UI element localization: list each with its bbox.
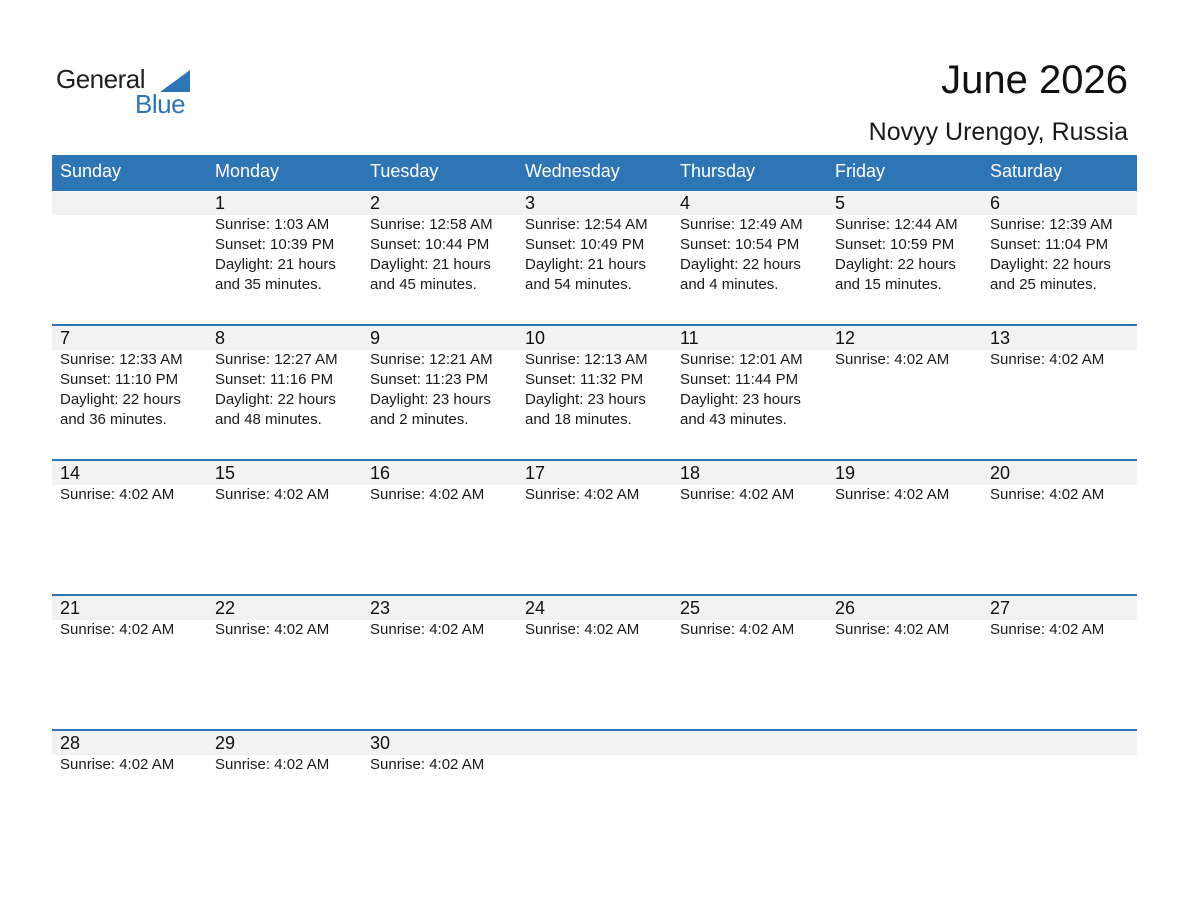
day-number: 30 [370, 733, 391, 753]
sun-info-line: Sunrise: 4:02 AM [525, 621, 640, 638]
day-sun-info [990, 215, 1137, 295]
sun-info-line: and 36 minutes. [60, 411, 167, 428]
day-number: 18 [680, 463, 701, 483]
day-sun-info [990, 485, 1137, 505]
day-cell [52, 596, 207, 640]
day-cell [207, 731, 362, 775]
sun-info-line: Daylight: 23 hours [370, 391, 491, 408]
sun-info-line: Sunrise: 4:02 AM [370, 756, 485, 773]
day-cell [207, 191, 362, 295]
day-sun-info [60, 620, 207, 640]
sun-info-line: Daylight: 22 hours [990, 256, 1111, 273]
sun-info-line: Daylight: 23 hours [525, 391, 646, 408]
day-sun-info [680, 620, 827, 640]
day-number: 23 [370, 598, 391, 618]
day-sun-info [215, 755, 362, 775]
sun-info-line: Sunset: 11:44 PM [680, 371, 799, 388]
day-number: 3 [525, 193, 536, 213]
day-sun-info [215, 350, 362, 430]
day-number: 4 [680, 193, 691, 213]
day-number: 19 [835, 463, 856, 483]
day-cell [362, 731, 517, 775]
day-cell [517, 461, 672, 505]
sun-info-line: Sunrise: 4:02 AM [60, 621, 175, 638]
day-number: 8 [215, 328, 226, 348]
sun-info-line: and 18 minutes. [525, 411, 632, 428]
day-number [990, 731, 1137, 755]
sun-info-line: Sunset: 11:16 PM [215, 371, 334, 388]
sun-info-line: Sunset: 10:54 PM [680, 236, 800, 253]
day-number: 6 [990, 193, 1001, 213]
day-cell [982, 596, 1137, 640]
weekday-header-monday: Monday [215, 161, 280, 181]
day-cell [362, 191, 517, 295]
day-number: 12 [835, 328, 856, 348]
sun-info-line: Sunset: 11:32 PM [525, 371, 644, 388]
day-cell [207, 596, 362, 640]
day-cell [827, 596, 982, 640]
day-number: 27 [990, 598, 1011, 618]
sun-info-line: Sunset: 10:49 PM [525, 236, 645, 253]
day-sun-info [525, 350, 672, 430]
day-cell [827, 461, 982, 505]
day-sun-info [680, 485, 827, 505]
weekday-header-row [52, 155, 1137, 189]
weekday-header-wednesday: Wednesday [525, 161, 620, 181]
sun-info-line: and 4 minutes. [680, 276, 779, 293]
sun-info-line: and 25 minutes. [990, 276, 1097, 293]
day-number: 1 [215, 193, 226, 213]
sun-info-line: Sunrise: 12:39 AM [990, 216, 1113, 233]
sun-info-line: Sunset: 11:23 PM [370, 371, 489, 388]
sun-info-line: Sunrise: 12:49 AM [680, 216, 803, 233]
day-cell [982, 731, 1137, 775]
sun-info-line: Daylight: 22 hours [60, 391, 181, 408]
week-cells [52, 461, 1137, 505]
logo-blue-text: Blue [135, 89, 186, 119]
day-number: 17 [525, 463, 546, 483]
day-cell [517, 326, 672, 430]
weekday-header-sunday: Sunday [60, 161, 122, 181]
day-sun-info [60, 350, 207, 430]
day-number [525, 731, 672, 755]
day-number: 25 [680, 598, 701, 618]
day-sun-info [215, 620, 362, 640]
sun-info-line: Sunset: 10:59 PM [835, 236, 955, 253]
sun-info-line: Sunrise: 4:02 AM [680, 621, 795, 638]
day-number: 29 [215, 733, 236, 753]
day-sun-info [370, 215, 517, 295]
day-number: 9 [370, 328, 381, 348]
sun-info-line: and 2 minutes. [370, 411, 469, 428]
sun-info-line: Sunrise: 12:54 AM [525, 216, 648, 233]
day-sun-info [835, 215, 982, 295]
sun-info-line: Sunrise: 4:02 AM [835, 351, 950, 368]
sun-info-line: Sunrise: 4:02 AM [990, 486, 1105, 503]
weekday-header-thursday: Thursday [680, 161, 756, 181]
sun-info-line: Sunrise: 4:02 AM [215, 486, 330, 503]
sun-info-line: Sunrise: 12:01 AM [680, 351, 803, 368]
week-row [52, 324, 1137, 459]
weekday-header-tuesday: Tuesday [370, 161, 439, 181]
day-cell [517, 191, 672, 295]
day-cell [672, 731, 827, 775]
week-cells [52, 191, 1137, 295]
sun-info-line: Sunrise: 12:44 AM [835, 216, 958, 233]
day-cell [982, 326, 1137, 430]
sun-info-line: Sunrise: 12:13 AM [525, 351, 648, 368]
day-sun-info [835, 350, 982, 370]
sun-info-line: Daylight: 21 hours [525, 256, 646, 273]
day-cell [827, 326, 982, 430]
calendar-grid [52, 155, 1137, 864]
sun-info-line: Daylight: 21 hours [215, 256, 336, 273]
day-sun-info [680, 215, 827, 295]
day-sun-info [60, 485, 207, 505]
sun-info-line: Daylight: 21 hours [370, 256, 491, 273]
weekday-header-saturday: Saturday [990, 161, 1063, 181]
day-number [835, 731, 982, 755]
sun-info-line: Sunset: 11:10 PM [60, 371, 179, 388]
calendar-weeks [52, 189, 1137, 864]
day-cell [207, 326, 362, 430]
day-cell [52, 191, 207, 295]
day-number: 11 [680, 328, 699, 348]
day-cell [362, 461, 517, 505]
day-number: 16 [370, 463, 391, 483]
generalblue-logo [56, 64, 196, 120]
day-cell [207, 461, 362, 505]
week-row [52, 729, 1137, 864]
week-row [52, 459, 1137, 594]
day-sun-info [370, 755, 517, 775]
day-cell [827, 731, 982, 775]
sun-info-line: Daylight: 22 hours [835, 256, 956, 273]
sun-info-line: Sunrise: 12:21 AM [370, 351, 493, 368]
sun-info-line: Daylight: 23 hours [680, 391, 801, 408]
day-number: 2 [370, 193, 381, 213]
sun-info-line: Sunrise: 4:02 AM [370, 621, 485, 638]
day-sun-info [525, 620, 672, 640]
sun-info-line: and 35 minutes. [215, 276, 322, 293]
day-cell [52, 326, 207, 430]
sun-info-line: Sunrise: 4:02 AM [990, 351, 1105, 368]
sun-info-line: Sunrise: 4:02 AM [835, 621, 950, 638]
sun-info-line: and 45 minutes. [370, 276, 477, 293]
sun-info-line: Sunrise: 4:02 AM [60, 486, 175, 503]
sun-info-line: Sunset: 10:44 PM [370, 236, 490, 253]
day-cell [672, 326, 827, 430]
day-cell [672, 461, 827, 505]
day-sun-info [215, 485, 362, 505]
day-sun-info [370, 485, 517, 505]
sun-info-line: Sunrise: 4:02 AM [835, 486, 950, 503]
sun-info-line: Sunrise: 4:02 AM [215, 621, 330, 638]
day-sun-info [835, 620, 982, 640]
sun-info-line: Sunrise: 12:33 AM [60, 351, 183, 368]
day-number: 10 [525, 328, 546, 348]
day-cell [52, 731, 207, 775]
sun-info-line: Sunrise: 4:02 AM [215, 756, 330, 773]
day-sun-info [525, 215, 672, 295]
day-number: 22 [215, 598, 236, 618]
day-cell [982, 191, 1137, 295]
day-cell [362, 596, 517, 640]
week-cells [52, 596, 1137, 640]
sun-info-line: Sunrise: 4:02 AM [525, 486, 640, 503]
day-number: 20 [990, 463, 1011, 483]
location-subtitle: Novyy Urengoy, Russia [868, 118, 1128, 146]
day-number: 5 [835, 193, 846, 213]
weekday-header-friday: Friday [835, 161, 886, 181]
day-sun-info [680, 350, 827, 430]
day-cell [672, 596, 827, 640]
day-number: 14 [60, 463, 81, 483]
day-sun-info [990, 350, 1137, 370]
sun-info-line: and 43 minutes. [680, 411, 787, 428]
day-number: 26 [835, 598, 856, 618]
day-number: 24 [525, 598, 546, 618]
day-sun-info [215, 215, 362, 295]
week-row [52, 189, 1137, 324]
day-number: 7 [60, 328, 71, 348]
sun-info-line: Sunrise: 1:03 AM [215, 216, 330, 233]
sun-info-line: and 48 minutes. [215, 411, 322, 428]
sun-info-line: Sunrise: 12:58 AM [370, 216, 493, 233]
day-cell [362, 326, 517, 430]
day-sun-info [370, 350, 517, 430]
day-number: 21 [60, 598, 81, 618]
day-cell [517, 596, 672, 640]
sun-info-line: Sunrise: 4:02 AM [370, 486, 485, 503]
page-title: June 2026 [941, 58, 1128, 102]
sun-info-line: and 54 minutes. [525, 276, 632, 293]
sun-info-line: Sunrise: 12:27 AM [215, 351, 338, 368]
sun-info-line: Sunrise: 4:02 AM [990, 621, 1105, 638]
day-number: 15 [215, 463, 236, 483]
sun-info-line: Daylight: 22 hours [680, 256, 801, 273]
sun-info-line: Sunrise: 4:02 AM [60, 756, 175, 773]
day-number [680, 731, 827, 755]
day-sun-info [990, 620, 1137, 640]
day-sun-info [835, 485, 982, 505]
day-number: 13 [990, 328, 1011, 348]
week-row [52, 594, 1137, 729]
sun-info-line: Sunrise: 4:02 AM [680, 486, 795, 503]
sun-info-line: Sunset: 11:04 PM [990, 236, 1109, 253]
sun-info-line: and 15 minutes. [835, 276, 942, 293]
day-cell [517, 731, 672, 775]
logo-general-text: General [56, 64, 145, 94]
day-sun-info [525, 485, 672, 505]
day-cell [52, 461, 207, 505]
week-cells [52, 326, 1137, 430]
day-sun-info [60, 755, 207, 775]
sun-info-line: Sunset: 10:39 PM [215, 236, 335, 253]
day-sun-info [370, 620, 517, 640]
day-number [60, 191, 207, 215]
day-number: 28 [60, 733, 81, 753]
day-cell [827, 191, 982, 295]
sun-info-line: Daylight: 22 hours [215, 391, 336, 408]
day-cell [982, 461, 1137, 505]
day-cell [672, 191, 827, 295]
week-cells [52, 731, 1137, 775]
